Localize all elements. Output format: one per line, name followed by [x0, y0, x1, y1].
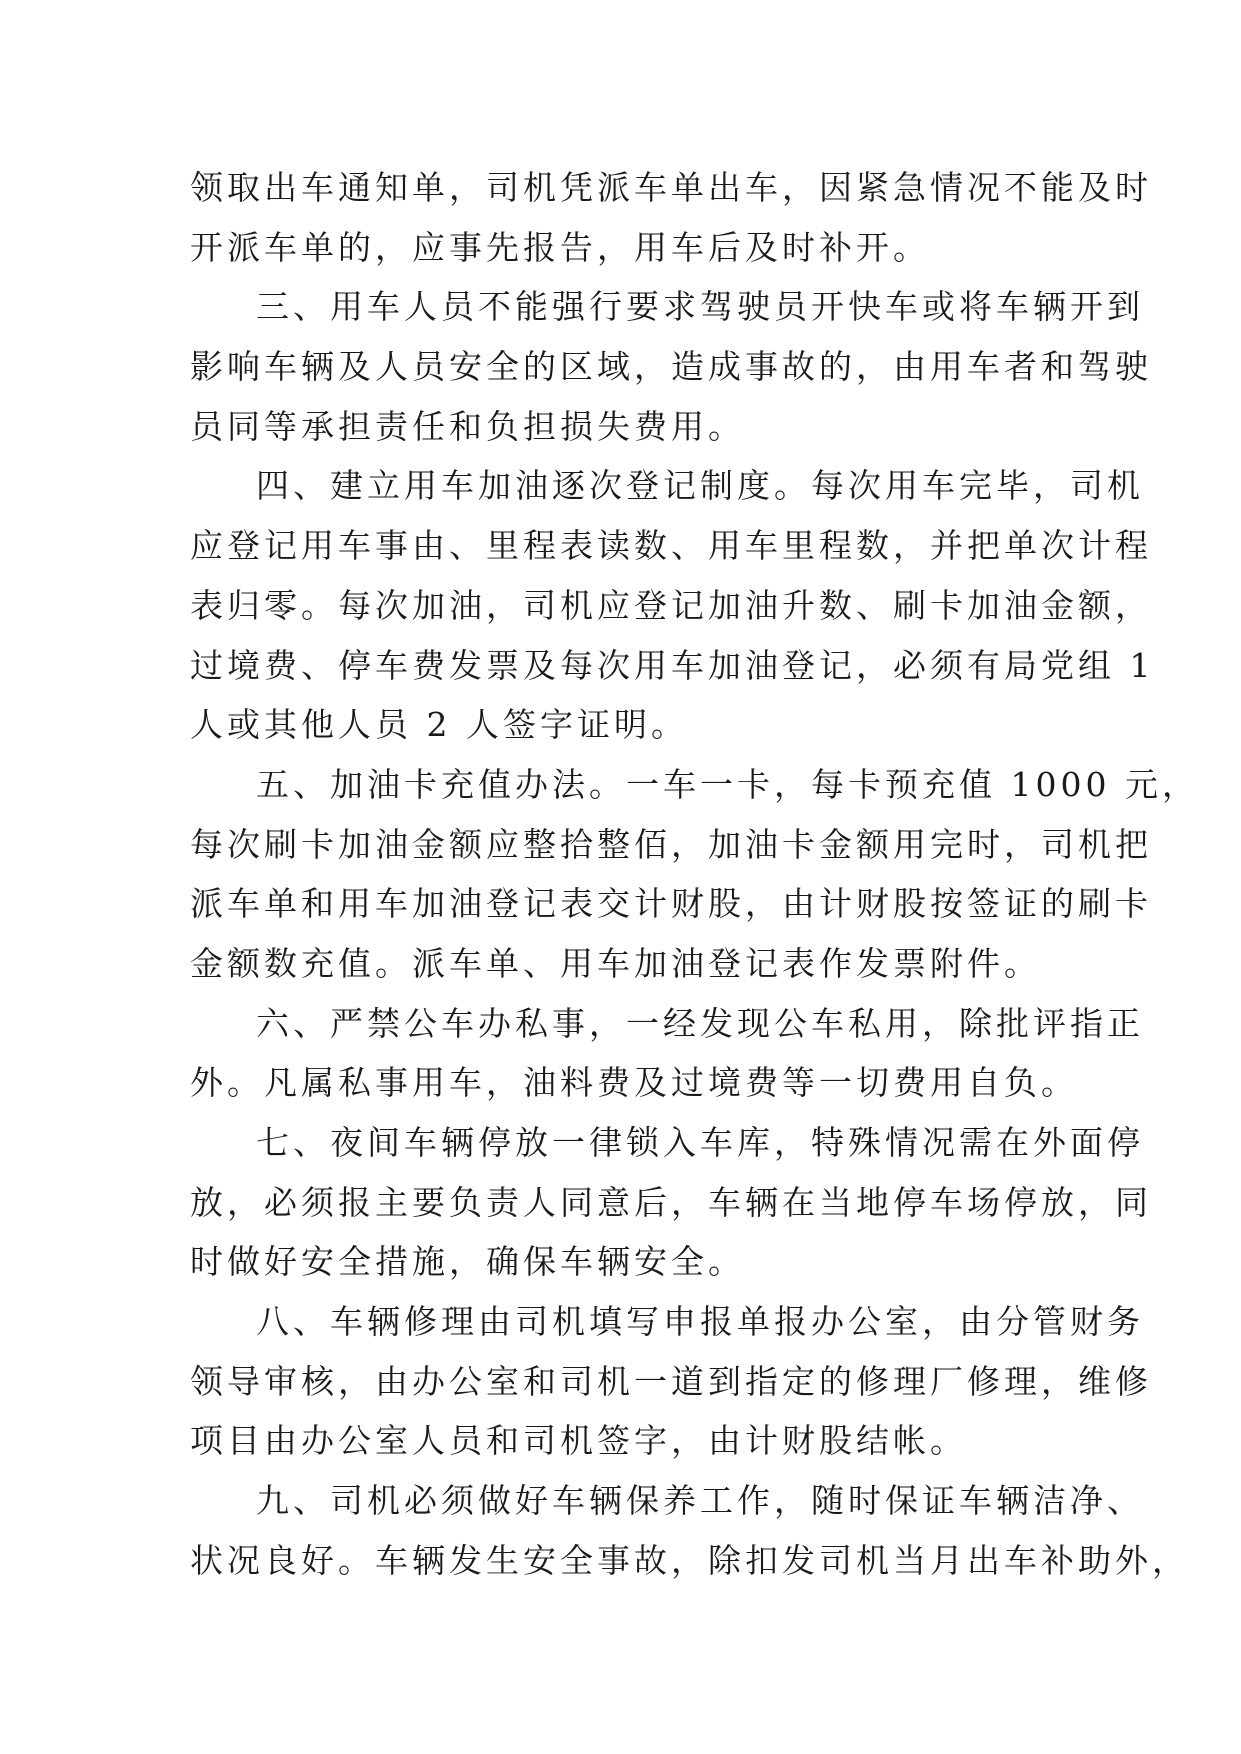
paragraph-start-line: 九、司机必须做好车辆保养工作，随时保证车辆洁净、	[256, 1481, 1144, 1521]
paragraph-start-line: 三、用车人员不能强行要求驾驶员开快车或将车辆开到	[256, 287, 1144, 327]
text-line: 影响车辆及人员安全的区域，造成事故的，由用车者和驾驶	[190, 347, 1152, 387]
text-line: 人或其他人员 2 人签字证明。	[190, 705, 688, 745]
text-line: 派车单和用车加油登记表交计财股，由计财股按签证的刷卡	[190, 884, 1152, 924]
text-line: 外。凡属私事用车，油料费及过境费等一切费用自负。	[190, 1063, 1078, 1103]
text-line: 每次刷卡加油金额应整拾整佰，加油卡金额用完时，司机把	[190, 824, 1152, 864]
text-line: 领导审核，由办公室和司机一道到指定的修理厂修理，维修	[190, 1361, 1152, 1401]
text-line: 员同等承担责任和负担损失费用。	[190, 406, 745, 446]
text-line: 开派车单的，应事先报告，用车后及时补开。	[190, 227, 930, 267]
paragraph-start-line: 四、建立用车加油逐次登记制度。每次用车完毕，司机	[256, 466, 1144, 506]
text-line: 领取出车通知单，司机凭派车单出车，因紧急情况不能及时	[190, 168, 1152, 207]
text-line: 放，必须报主要负责人同意后，车辆在当地停车场停放，同	[190, 1182, 1152, 1222]
text-line: 过境费、停车费发票及每次用车加油登记，必须有局党组 1	[190, 645, 1155, 685]
paragraph-start-line: 六、严禁公车办私事，一经发现公车私用，除批评指正	[256, 1003, 1144, 1043]
text-line: 应登记用车事由、里程表读数、用车里程数，并把单次计程	[190, 526, 1152, 566]
body-text	[190, 158, 1199, 1591]
text-line: 金额数充值。派车单、用车加油登记表作发票附件。	[190, 943, 1041, 983]
text-line: 表归零。每次加油，司机应登记加油升数、刷卡加油金额，	[190, 585, 1152, 625]
paragraph-start-line: 五、加油卡充值办法。一车一卡，每卡预充值 1000 元，	[256, 764, 1199, 804]
paragraph-start-line: 七、夜间车辆停放一律锁入车库，特殊情况需在外面停	[256, 1123, 1144, 1162]
text-line: 项目由办公室人员和司机签字，由计财股结帐。	[190, 1421, 967, 1461]
paragraph-start-line: 八、车辆修理由司机填写申报单报办公室，由分管财务	[256, 1302, 1144, 1342]
text-line: 状况良好。车辆发生安全事故，除扣发司机当月出车补助外，	[190, 1540, 1189, 1580]
text-line: 时做好安全措施，确保车辆安全。	[190, 1242, 745, 1282]
